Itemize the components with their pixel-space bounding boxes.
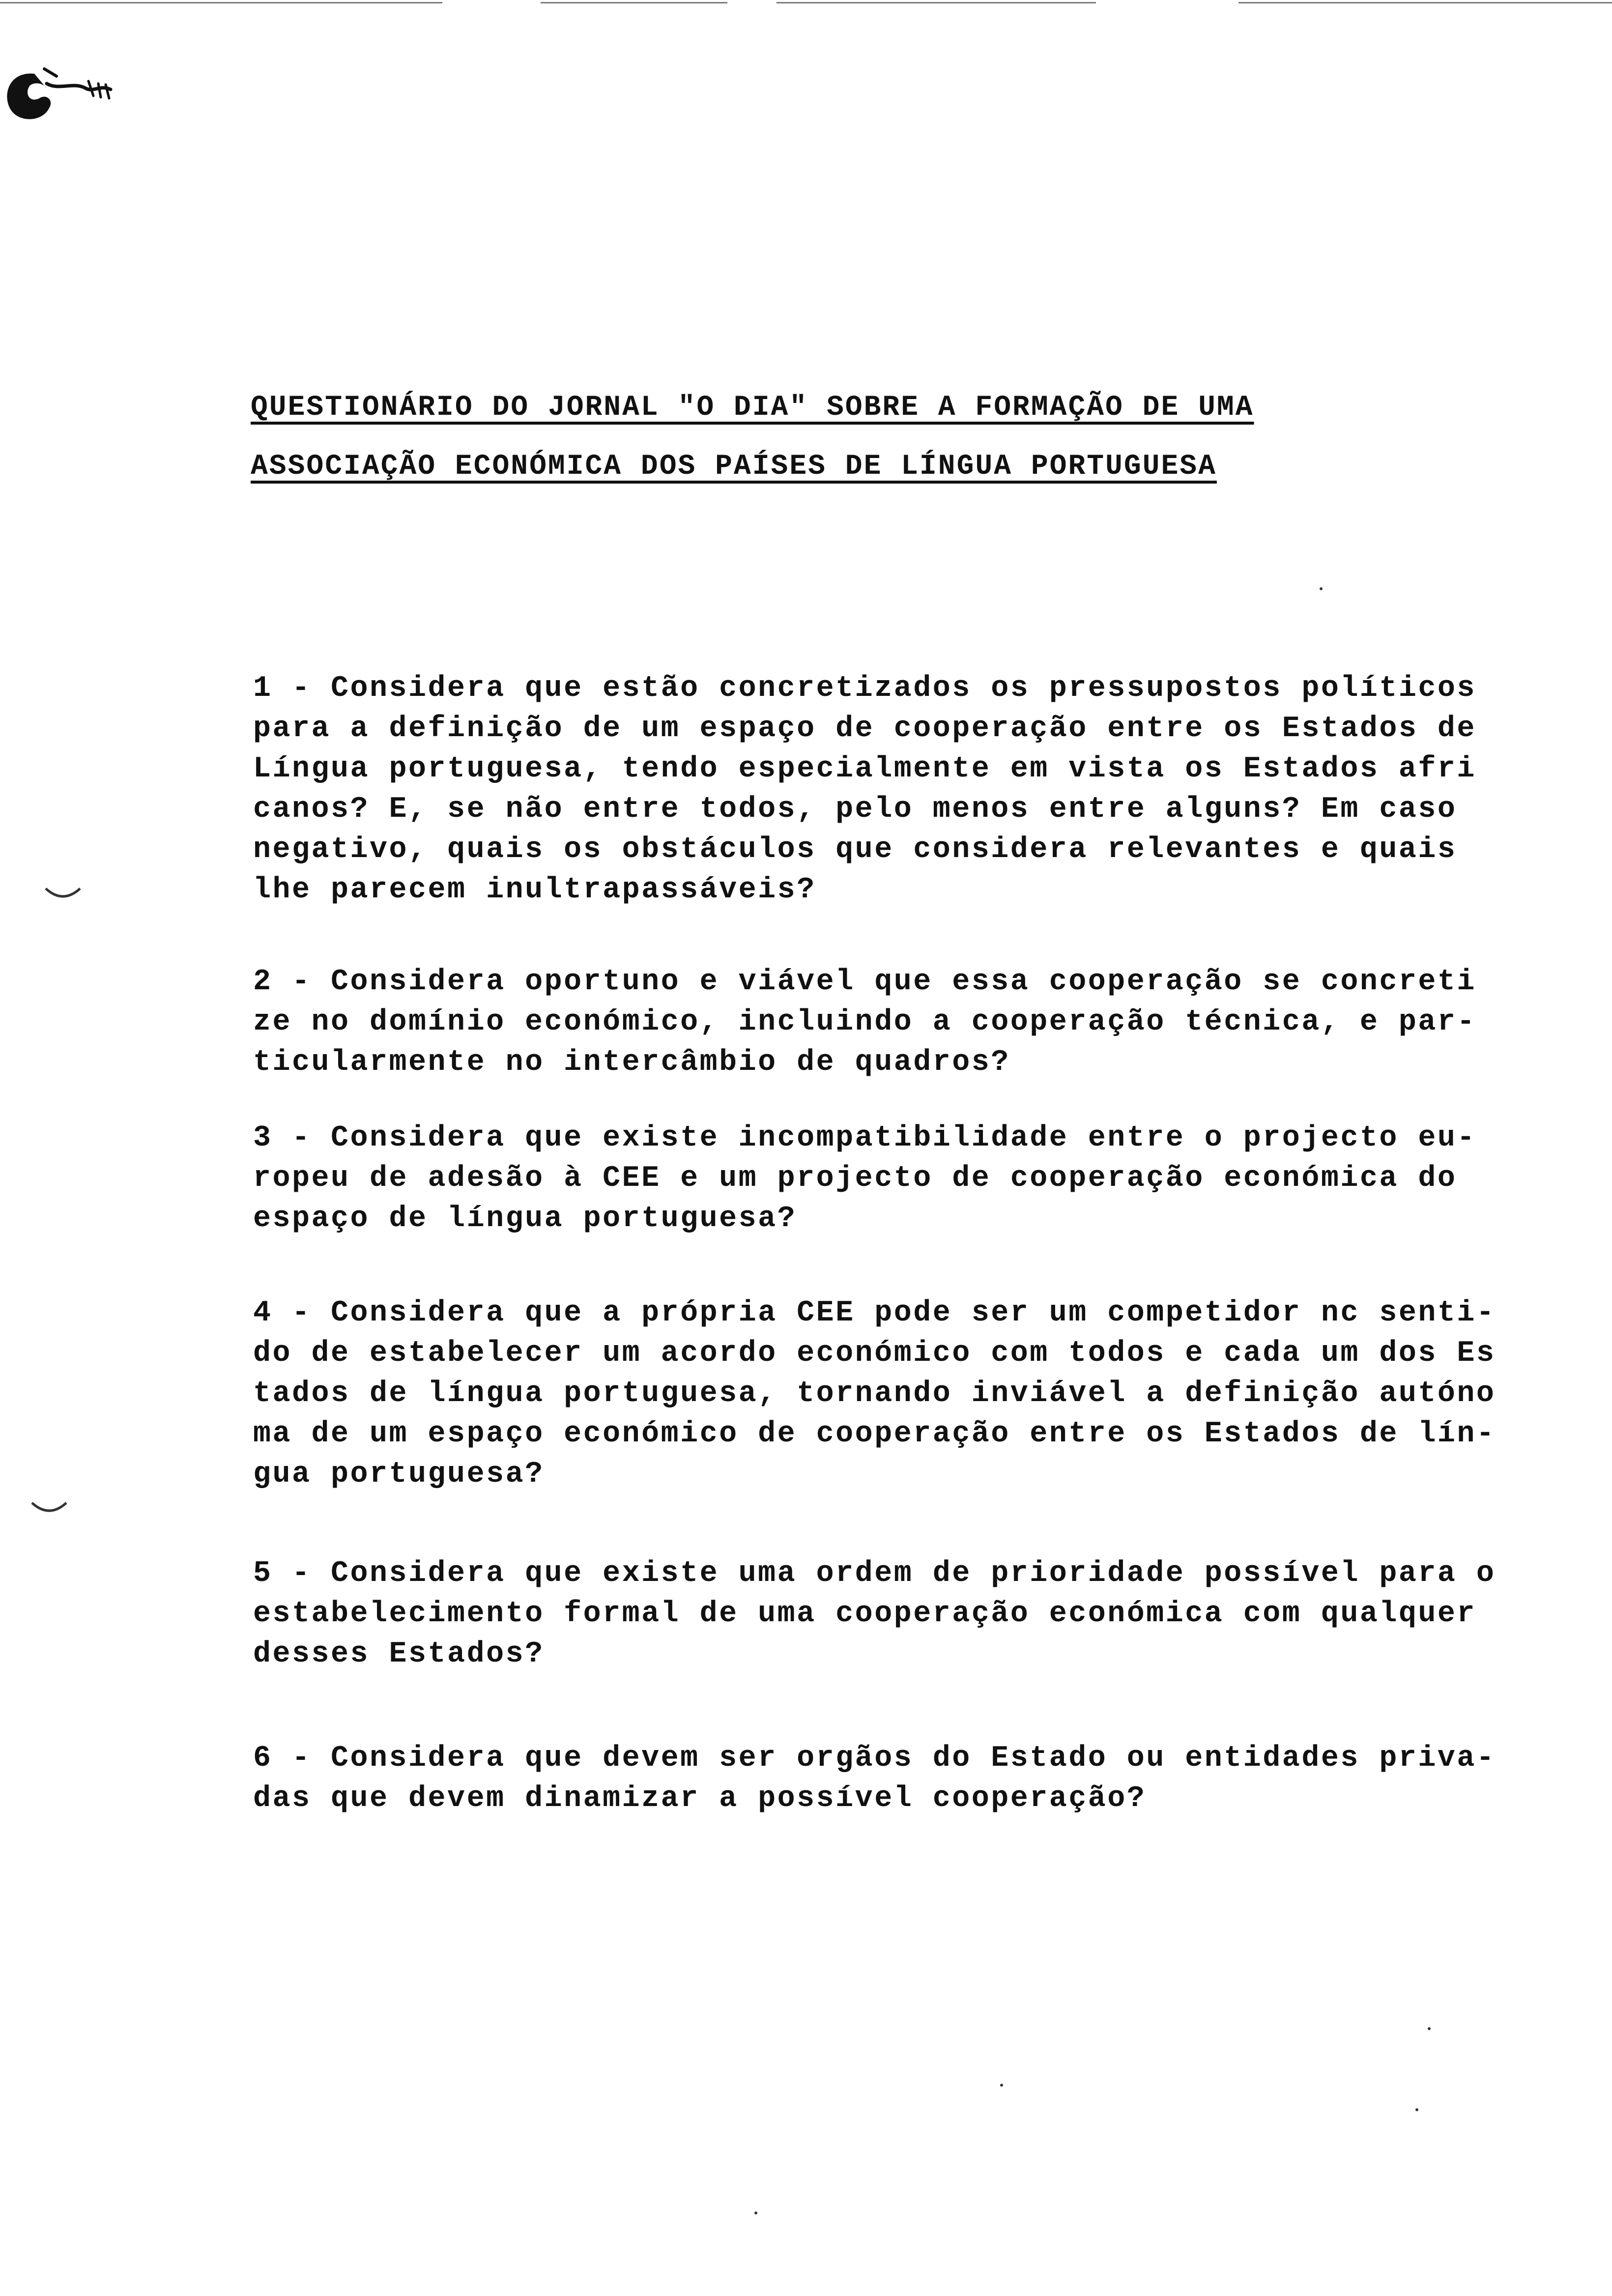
question-line: do de estabelecer um acordo económico com todos e cada um dos Es xyxy=(253,1337,1496,1370)
scan-edge-rule xyxy=(777,2,1096,3)
question-line: 3 - Considera que existe incompatibilidade entre o projecto eu- xyxy=(253,1121,1476,1155)
questionnaire-list xyxy=(253,668,1531,1819)
question-line: 4 - Considera que a própria CEE pode ser um competidor nc senti- xyxy=(253,1296,1496,1330)
scan-edge-rule xyxy=(0,2,442,3)
question-line: lhe parecem inultrapassáveis? xyxy=(253,873,816,907)
question-2 xyxy=(253,962,1531,1083)
question-3 xyxy=(253,1118,1531,1239)
margin-punch-mark-icon xyxy=(43,885,83,904)
scan-speck xyxy=(754,2211,757,2214)
scan-speck xyxy=(1428,2027,1431,2030)
document-title xyxy=(251,378,1356,496)
question-line: ropeu de adesão à CEE e um projecto de cooperação económica do xyxy=(253,1162,1457,1195)
question-line: 1 - Considera que estão concretizados os pressupostos políticos xyxy=(253,672,1476,705)
scan-speck xyxy=(1320,587,1323,590)
question-line: estabelecimento formal de uma cooperação económica com qualquer xyxy=(253,1597,1476,1631)
question-line: negativo, quais os obstáculos que considera relevantes e quais xyxy=(253,833,1457,866)
scan-speck xyxy=(1415,2108,1418,2111)
scan-edge-rule xyxy=(541,2,727,3)
question-5 xyxy=(253,1553,1531,1674)
question-line: desses Estados? xyxy=(253,1637,545,1671)
question-line: 6 - Considera que devem ser orgãos do Estado ou entidades priva- xyxy=(253,1742,1496,1775)
question-line: ticularmente no intercâmbio de quadros? xyxy=(253,1046,1010,1079)
question-4 xyxy=(253,1293,1531,1494)
question-1 xyxy=(253,668,1531,910)
question-line: tados de língua portuguesa, tornando inviável a definição autóno xyxy=(253,1377,1496,1410)
question-line: das que devem dinamizar a possível cooperação? xyxy=(253,1782,1147,1815)
title-line-2: ASSOCIAÇÃO ECONÓMICA DOS PAÍSES DE LÍNGUA PORTUGUESA xyxy=(251,451,1217,483)
question-line: 2 - Considera oportuno e viável que essa cooperação se concreti xyxy=(253,965,1476,999)
margin-punch-mark-icon xyxy=(29,1499,69,1519)
question-6 xyxy=(253,1738,1531,1819)
question-line: para a definição de um espaço de cooperação entre os Estados de xyxy=(253,712,1476,746)
archive-stamp-icon xyxy=(0,54,118,128)
question-line: Língua portuguesa, tendo especialmente em vista os Estados afri xyxy=(253,752,1476,786)
scan-speck xyxy=(1000,2084,1003,2087)
question-line: 5 - Considera que existe uma ordem de prioridade possível para o xyxy=(253,1557,1496,1590)
question-line: ma de um espaço económico de cooperação entre os Estados de lín- xyxy=(253,1417,1496,1451)
question-line: canos? E, se não entre todos, pelo menos entre alguns? Em caso xyxy=(253,793,1457,826)
question-line: ze no domínio económico, incluindo a cooperação técnica, e par- xyxy=(253,1005,1476,1039)
question-line: espaço de língua portuguesa? xyxy=(253,1202,797,1235)
question-line: gua portuguesa? xyxy=(253,1458,545,1491)
scan-edge-rule xyxy=(1238,2,1612,3)
title-line-1: QUESTIONÁRIO DO JORNAL "O DIA" SOBRE A FORMAÇÃO DE UMA xyxy=(251,392,1254,424)
